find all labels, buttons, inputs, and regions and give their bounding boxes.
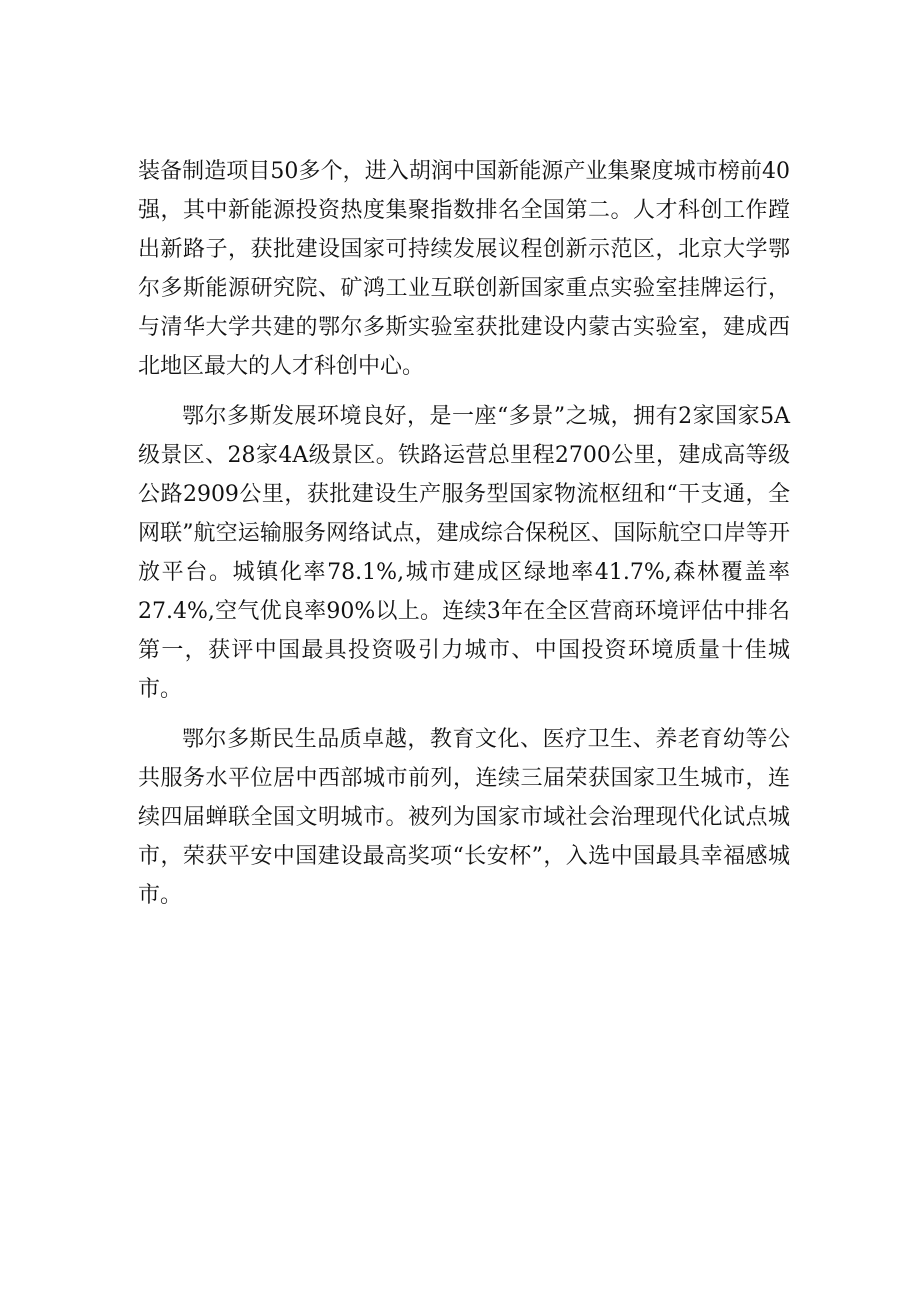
paragraph-continuation: 装备制造项目50多个，进入胡润中国新能源产业集聚度城市榜前40强，其中新能源投资热度集聚指数排名全国第二。人才科创工作蹚出新路子，获批建设国家可持续发展议程创新示范区，北京大学鄂尔多斯能源研究院、矿鸿工业互联创新国家重点实验室挂牌运行，与清华大学共建的鄂尔多斯实验室获批建设内蒙古实验室，建成西北地区最大的人才科创中心。 [138, 159, 790, 379]
paragraph-environment: 鄂尔多斯发展环境良好，是一座“多景”之城，拥有2家国家5A级景区、28家4A级景区。铁路运营总里程2700公里，建成高等级公路2909公里，获批建设生产服务型国家物流枢纽和“干支通，全网联”航空运输服务网络试点，建成综合保税区、国际航空口岸等开放平台。城镇化率78.1%,城市建成区绿地率41.7%,森林覆盖率27.4%,空气优良率90%以上。连续3年在全区营商环境评估中排名第一，获评中国最具投资吸引力城市、中国投资环境质量十佳城市。 [138, 404, 790, 702]
paragraph-livelihood: 鄂尔多斯民生品质卓越，教育文化、医疗卫生、养老育幼等公共服务水平位居中西部城市前列，连续三届荣获国家卫生城市，连续四届蝉联全国文明城市。被列为国家市域社会治理现代化试点城市，荣获平安中国建设最高奖项“长安杯”，入选中国最具幸福感城市。 [138, 727, 790, 908]
document-body [138, 152, 790, 915]
